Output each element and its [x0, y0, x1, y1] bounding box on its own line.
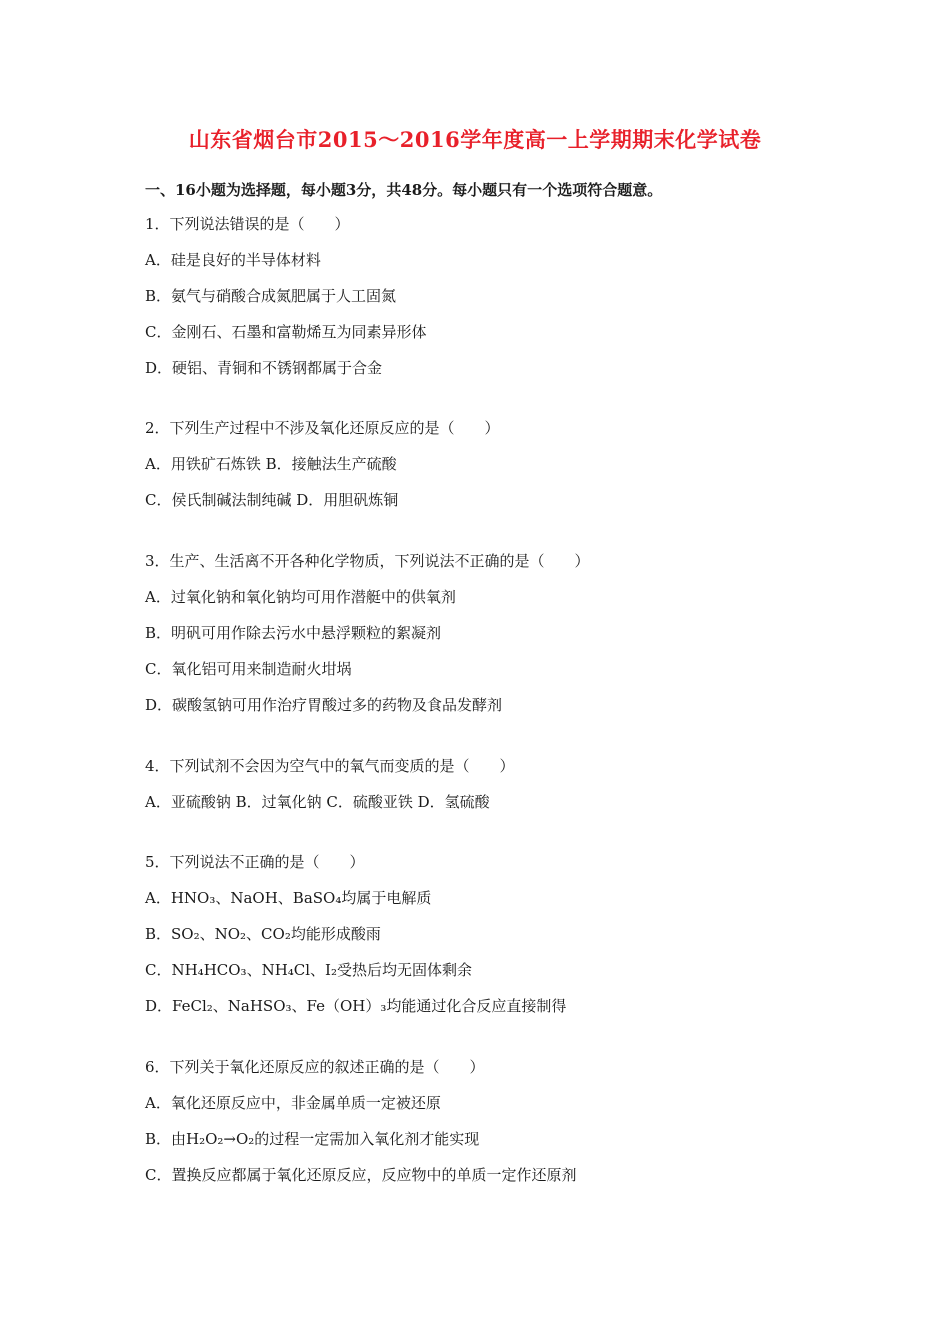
- question-2-stem: 2．下列生产过程中不涉及氧化还原反应的是（ ）: [145, 419, 500, 437]
- question-5-stem: 5．下列说法不正确的是（ ）: [145, 853, 365, 871]
- question-6-stem: 6．下列关于氧化还原反应的叙述正确的是（ ）: [145, 1058, 485, 1076]
- exam-title: 山东省烟台市2015～2016学年度高一上学期期末化学试卷: [188, 127, 762, 152]
- question-3-option-d: D．碳酸氢钠可用作治疗胃酸过多的药物及食品发酵剂: [145, 696, 503, 714]
- question-6-option-a: A．氧化还原反应中，非金属单质一定被还原: [145, 1094, 441, 1112]
- question-3-option-a: A．过氧化钠和氧化钠均可用作潜艇中的供氧剂: [145, 588, 456, 606]
- question-5-option-a: A．HNO₃、NaOH、BaSO₄均属于电解质: [145, 889, 432, 907]
- question-1-option-a: A．硅是良好的半导体材料: [145, 251, 321, 269]
- question-5-option-d: D．FeCl₂、NaHSO₃、Fe（OH）₃均能通过化合反应直接制得: [145, 997, 567, 1015]
- question-1-option-b: B．氨气与硝酸合成氮肥属于人工固氮: [145, 287, 397, 305]
- question-5-option-b: B．SO₂、NO₂、CO₂均能形成酸雨: [145, 925, 381, 943]
- question-3-stem: 3．生产、生活离不开各种化学物质，下列说法不正确的是（ ）: [145, 552, 590, 570]
- question-1-stem: 1．下列说法错误的是（ ）: [145, 215, 350, 233]
- question-2-options-cd: C．侯氏制碱法制纯碱 D．用胆矾炼铜: [145, 491, 399, 509]
- section-heading: 一、16小题为选择题，每小题3分，共48分。每小题只有一个选项符合题意。: [145, 181, 663, 199]
- question-2-options-ab: A．用铁矿石炼铁 B．接触法生产硫酸: [145, 455, 397, 473]
- question-6-option-b: B．由H₂O₂→O₂的过程一定需加入氧化剂才能实现: [145, 1130, 480, 1148]
- question-3-option-b: B．明矾可用作除去污水中悬浮颗粒的絮凝剂: [145, 624, 442, 642]
- question-5-option-c: C．NH₄HCO₃、NH₄Cl、I₂受热后均无固体剩余: [145, 961, 472, 979]
- question-3-option-c: C．氧化铝可用来制造耐火坩埚: [145, 660, 352, 678]
- question-6-option-c: C．置换反应都属于氧化还原反应，反应物中的单质一定作还原剂: [145, 1166, 577, 1184]
- question-1-option-c: C．金刚石、石墨和富勒烯互为同素异形体: [145, 323, 427, 341]
- question-4-options: A．亚硫酸钠 B．过氧化钠 C．硫酸亚铁 D．氢硫酸: [145, 793, 490, 811]
- question-4-stem: 4．下列试剂不会因为空气中的氧气而变质的是（ ）: [145, 757, 515, 775]
- question-1-option-d: D．硬铝、青铜和不锈钢都属于合金: [145, 359, 383, 377]
